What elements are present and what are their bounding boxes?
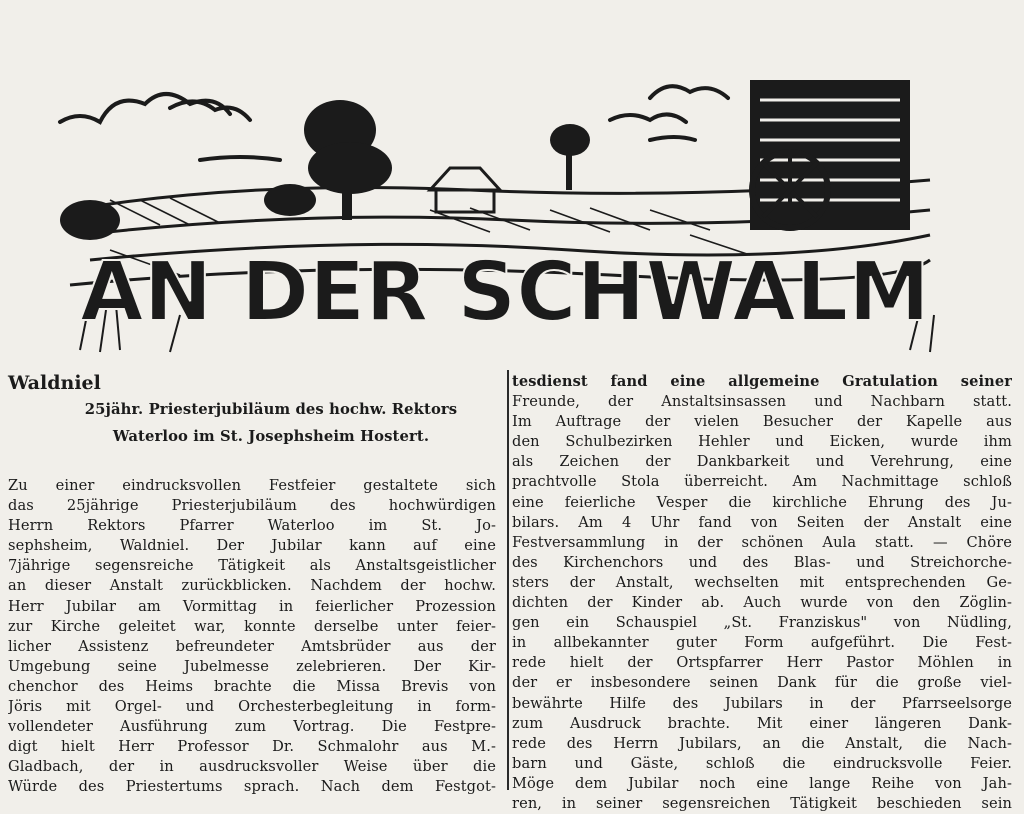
text-line: sephsheim, Waldniel. Der Jubilar kann auf eine (8, 537, 496, 555)
text-line: ren, in seiner segensreichen Tätigkeit beschieden sein (512, 794, 1012, 812)
article-subheading (8, 396, 496, 450)
text-line: zur Kirche geleitet war, konnte derselbe unter feier- (8, 617, 496, 635)
text-line: in allbekannter guter Form aufgeführt. Die Fest- (512, 634, 1012, 652)
text-line: 7jährige segensreiche Tätigkeit als Anstaltsgeistlicher (8, 557, 496, 575)
article-right-column (512, 372, 1012, 814)
subhead-line: Waterloo im St. Josephsheim Hostert. (112, 428, 430, 445)
text-line: Gladbach, der in ausdrucksvoller Weise über die (8, 758, 496, 776)
text-line: das 25jährige Priesterjubiläum des hochwürdigen (8, 497, 496, 515)
text-line: bewährte Hilfe des Jubilars in der Pfarrseelsorge (512, 694, 1012, 712)
text-line: Würde des Priestertums sprach. Nach dem Festgot- (8, 778, 496, 796)
text-line: bilars. Am 4 Uhr fand von Seiten der Anstalt eine (512, 513, 1012, 531)
article-body-left (8, 476, 496, 798)
text-line: der er insbesondere seinen Dank für die große viel- (512, 674, 1012, 692)
text-line: barn und Gäste, schloß die eindrucksvolle Feier. (512, 754, 1012, 772)
subhead-line: 25jähr. Priesterjubiläum des hochw. Rektors (84, 401, 458, 418)
text-line: digt hielt Herr Professor Dr. Schmalohr aus M.- (8, 738, 496, 756)
text-line: des Kirchenchors und des Blas- und Streichorche- (512, 553, 1012, 571)
text-line: zum Ausdruck brachte. Mit einer längeren Dank- (512, 714, 1012, 732)
article-left-column (8, 366, 496, 798)
text-line: prachtvolle Stola überreicht. Am Nachmittage schloß (512, 473, 1012, 491)
text-line: den Schulbezirken Hehler und Eicken, wurde ihm (512, 433, 1012, 451)
column-divider (507, 370, 509, 790)
text-line: chenchor des Heims brachte die Missa Brevis von (8, 677, 496, 695)
text-line: rede hielt der Ortspfarrer Herr Pastor Möhlen in (512, 654, 1012, 672)
text-line: Möge dem Jubilar noch eine lange Reihe von Jah- (512, 774, 1012, 792)
article-place-heading: Waldniel (8, 372, 101, 394)
masthead-title: AN DER SCHWALM (80, 245, 931, 340)
text-line: rede des Herrn Jubilars, an die Anstalt, die Nach- (512, 734, 1012, 752)
text-line: Im Auftrage der vielen Besucher der Kapelle aus (512, 413, 1012, 431)
text-line: Umgebung seine Jubelmesse zelebrieren. Der Kir- (8, 657, 496, 675)
text-line: Herrn Rektors Pfarrer Waterloo im St. Jo- (8, 517, 496, 535)
text-line: eine feierliche Vesper die kirchliche Ehrung des Ju- (512, 493, 1012, 511)
text-line: gen ein Schauspiel „St. Franziskus" von Nüdling, (512, 614, 1012, 632)
text-line: Zu einer eindrucksvollen Festfeier gestaltete sich (8, 477, 496, 494)
text-line: Festversammlung in der schönen Aula statt. — Chöre (512, 533, 1012, 551)
text-line: licher Assistenz befreundeter Amtsbrüder aus der (8, 637, 496, 655)
text-line: Freunde, der Anstaltsinsassen und Nachbarn statt. (512, 393, 1012, 411)
text-line: sters der Anstalt, wechselten mit entsprechenden Ge- (512, 573, 1012, 591)
text-line: Jöris mit Orgel- und Orchesterbegleitung in form- (8, 698, 496, 716)
text-line: an dieser Anstalt zurückblicken. Nachdem der hochw. (8, 577, 496, 595)
masthead-illustration (50, 60, 960, 360)
text-line: als Zeichen der Dankbarkeit und Verehrung, eine (512, 453, 1012, 471)
text-line: Herr Jubilar am Vormittag in feierlicher Prozession (8, 597, 496, 615)
text-line: vollendeter Ausführung zum Vortrag. Die Festpre- (8, 718, 496, 736)
text-line: tesdienst fand eine allgemeine Gratulation seiner (512, 373, 1012, 390)
text-line: dichten der Kinder ab. Auch wurde von den Zöglin- (512, 594, 1012, 612)
